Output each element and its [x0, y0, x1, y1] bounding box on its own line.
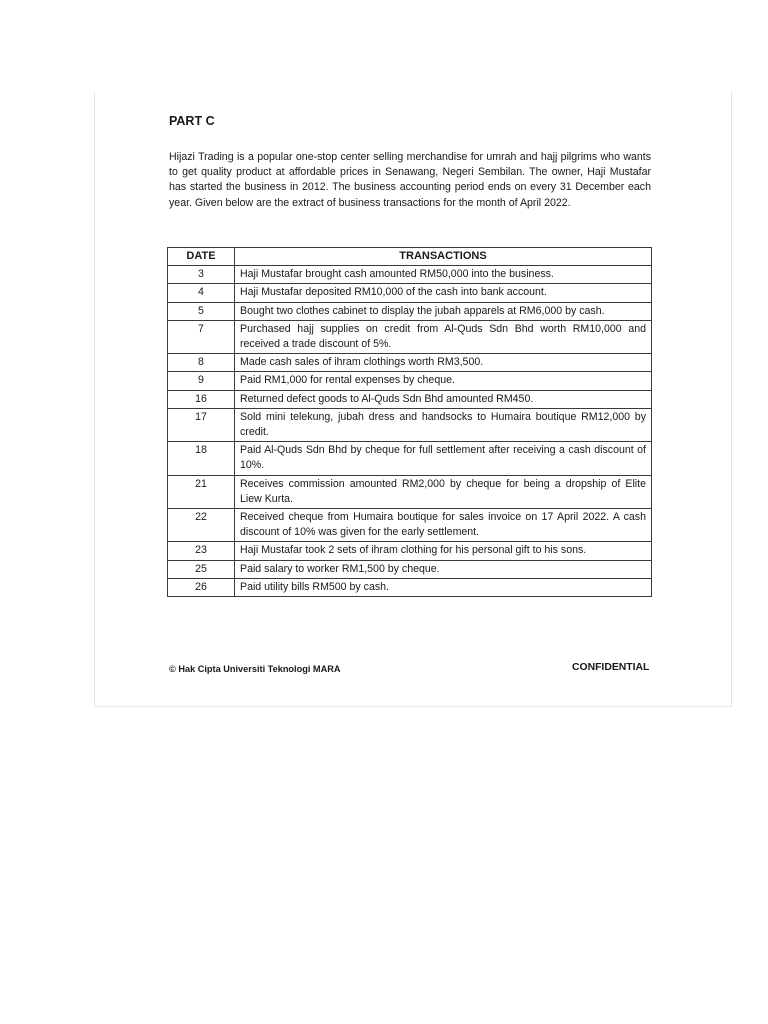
table-row — [168, 390, 652, 408]
table-row — [168, 302, 652, 320]
date-cell: 22 — [168, 509, 235, 542]
copyright-footer: © Hak Cipta Universiti Teknologi MARA — [169, 664, 341, 674]
table-row — [168, 284, 652, 302]
date-cell: 3 — [168, 266, 235, 284]
table-row — [168, 560, 652, 578]
table-row — [168, 408, 652, 441]
date-cell: 25 — [168, 560, 235, 578]
table-row — [168, 266, 652, 284]
table-header-row — [168, 248, 652, 266]
date-cell: 23 — [168, 542, 235, 560]
transaction-cell: Paid Al-Quds Sdn Bhd by cheque for full settlement after receiving a cash discount of 10%. — [235, 442, 652, 475]
transaction-cell: Paid RM1,000 for rental expenses by cheque. — [235, 372, 652, 390]
transaction-cell: Paid salary to worker RM1,500 by cheque. — [235, 560, 652, 578]
transaction-cell: Purchased hajj supplies on credit from Al-Quds Sdn Bhd worth RM10,000 and received a trade discount of 5%. — [235, 320, 652, 353]
transaction-cell: Returned defect goods to Al-Quds Sdn Bhd amounted RM450. — [235, 390, 652, 408]
transaction-cell: Receives commission amounted RM2,000 by cheque for being a dropship of Elite Liew Kurta. — [235, 475, 652, 508]
transactions-table — [167, 247, 652, 597]
table-row — [168, 442, 652, 475]
table-row — [168, 320, 652, 353]
transaction-cell: Bought two clothes cabinet to display the jubah apparels at RM6,000 by cash. — [235, 302, 652, 320]
transaction-cell: Haji Mustafar deposited RM10,000 of the cash into bank account. — [235, 284, 652, 302]
transaction-cell: Received cheque from Humaira boutique for sales invoice on 17 April 2022. A cash discount of 10% was given for the early settlement. — [235, 509, 652, 542]
transaction-cell: Sold mini telekung, jubah dress and handsocks to Humaira boutique RM12,000 by credit. — [235, 408, 652, 441]
confidential-label: CONFIDENTIAL — [572, 662, 650, 673]
transaction-cell: Haji Mustafar brought cash amounted RM50,000 into the business. — [235, 266, 652, 284]
table-row — [168, 372, 652, 390]
table-row — [168, 542, 652, 560]
date-cell: 16 — [168, 390, 235, 408]
document-page — [94, 92, 732, 707]
date-cell: 18 — [168, 442, 235, 475]
date-cell: 17 — [168, 408, 235, 441]
date-cell: 7 — [168, 320, 235, 353]
transaction-cell: Paid utility bills RM500 by cash. — [235, 578, 652, 596]
date-cell: 21 — [168, 475, 235, 508]
column-header-transactions: TRANSACTIONS — [235, 248, 652, 266]
table-row — [168, 475, 652, 508]
transaction-cell: Haji Mustafar took 2 sets of ihram clothing for his personal gift to his sons. — [235, 542, 652, 560]
table-row — [168, 354, 652, 372]
table-row — [168, 578, 652, 596]
date-cell: 8 — [168, 354, 235, 372]
transaction-cell: Made cash sales of ihram clothings worth RM3,500. — [235, 354, 652, 372]
column-header-date: DATE — [168, 248, 235, 266]
intro-paragraph: Hijazi Trading is a popular one-stop center selling merchandise for umrah and hajj pilgrims who wants to get quality product at affordable prices in Senawang, Negeri Sembilan. The owner, Haji Mustafar has started the business in 2012. The business accounting period ends on every 31 December each year. Given below are the extract of business transactions for the month of April 2022. — [169, 151, 651, 209]
part-title: PART C — [169, 114, 215, 128]
date-cell: 26 — [168, 578, 235, 596]
table-row — [168, 509, 652, 542]
date-cell: 4 — [168, 284, 235, 302]
date-cell: 5 — [168, 302, 235, 320]
date-cell: 9 — [168, 372, 235, 390]
